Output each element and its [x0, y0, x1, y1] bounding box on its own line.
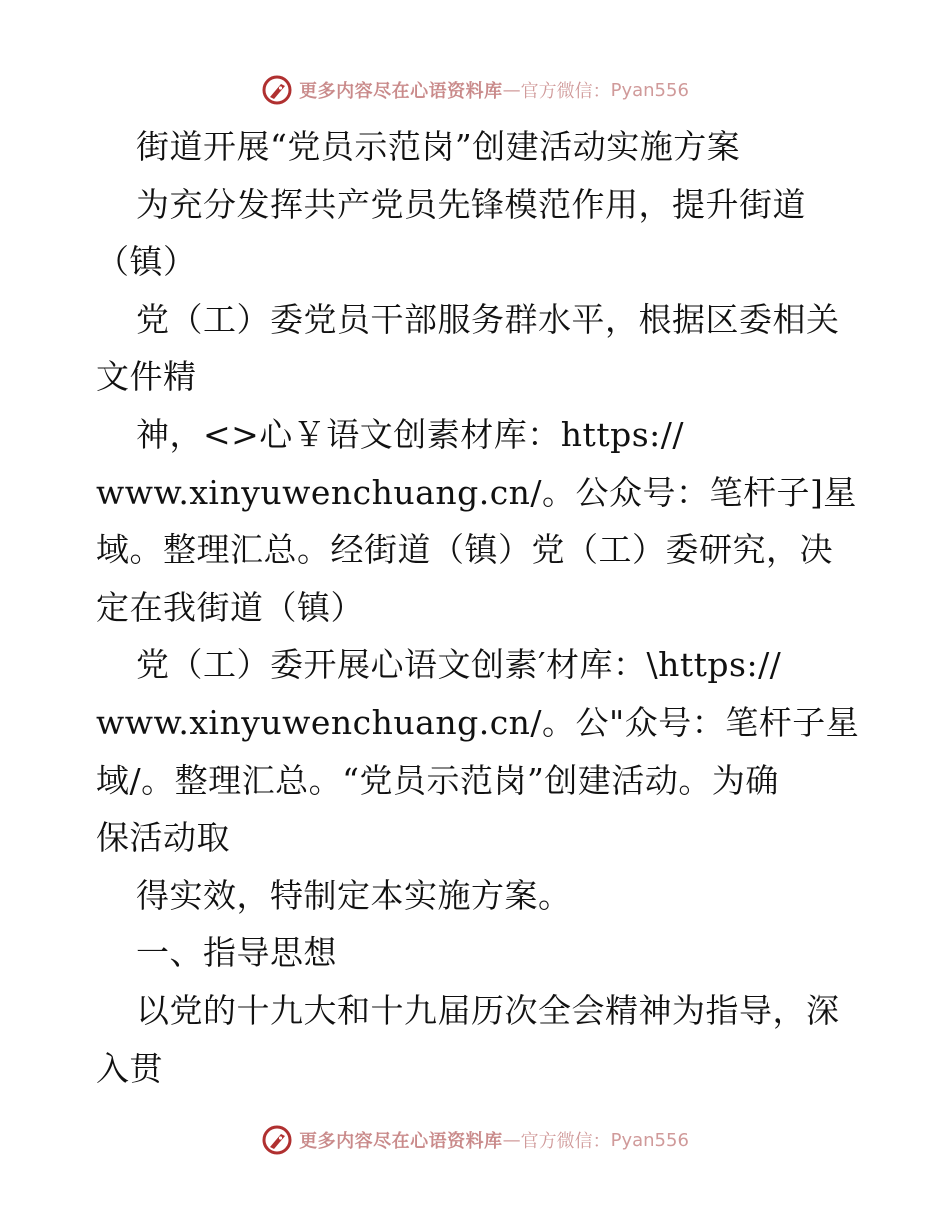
banner-wechat-id: Pyan556 [610, 79, 689, 101]
header-watermark-banner [0, 72, 950, 108]
banner-text: 更多内容尽在心语资料库 [299, 81, 503, 102]
banner-wechat-label: 官方微信： [520, 81, 611, 102]
paragraph-line: 神，<>心￥语文创素材库：https:// [136, 414, 684, 454]
footer-watermark-banner [0, 1122, 950, 1158]
paragraph-line: 保活动取 [96, 818, 230, 858]
banner-wechat-id: Pyan556 [610, 1129, 689, 1151]
paragraph-line: www.xinyuwenchuang.cn/。公众号：笔杆子]星 [96, 472, 857, 512]
document-title: 街道开展“党员示范岗”创建活动实施方案 [136, 127, 741, 166]
section-heading: 一、指导思想 [136, 933, 337, 973]
paragraph-line: www.xinyuwenchuang.cn/。公"众号：笔杆子星 [96, 702, 860, 742]
pen-nib-circle-icon [261, 1124, 293, 1156]
paragraph-line: 域。整理汇总。经街道（镇）党（工）委研究，决 [96, 530, 833, 570]
paragraph-line: 定在我街道（镇） [96, 587, 364, 627]
paragraph-line: 域/。整理汇总。“党员示范岗”创建活动。为确 [96, 760, 779, 800]
banner-text: 更多内容尽在心语资料库 [299, 1131, 503, 1152]
paragraph-line: 为充分发挥共产党员先锋模范作用，提升街道 [136, 184, 806, 224]
paragraph-line: （镇） [96, 242, 197, 282]
banner-separator: — [502, 1129, 521, 1151]
paragraph-line: 入贯 [96, 1048, 163, 1088]
banner-wechat-label: 官方微信： [520, 1131, 611, 1152]
paragraph-line: 文件精 [96, 357, 197, 397]
banner-separator: — [502, 79, 521, 101]
paragraph-line: 得实效，特制定本实施方案。 [136, 875, 572, 915]
paragraph-line: 以党的十九大和十九届历次全会精神为指导，深 [136, 990, 840, 1030]
pen-nib-circle-icon [261, 74, 293, 106]
document-body [96, 118, 860, 1097]
paragraph-line: 党（工）委开展心语文创素′材库：\https:// [136, 645, 782, 685]
paragraph-line: 党（工）委党员干部服务群水平，根据区委相关 [136, 299, 840, 339]
